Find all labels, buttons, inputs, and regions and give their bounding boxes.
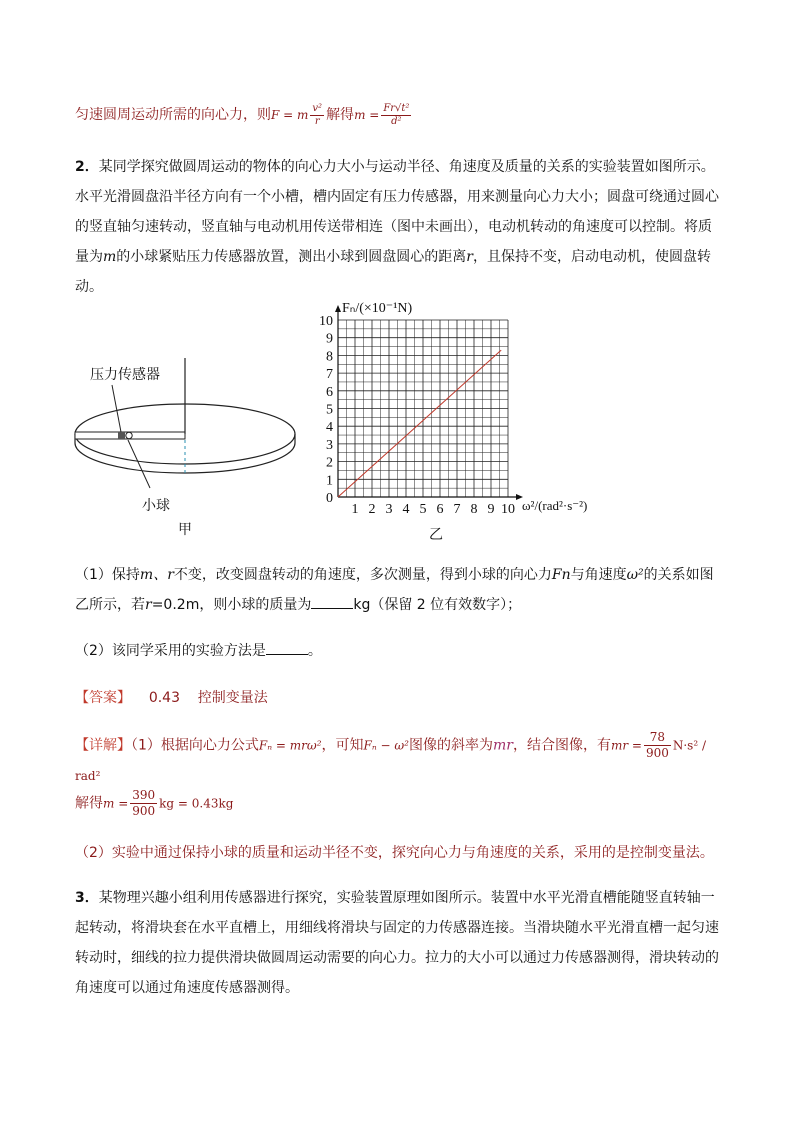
eq1-eq: = m <box>279 108 309 122</box>
detail-t4: ，结合图像，有 <box>512 737 611 754</box>
y-tick-label: 9 <box>326 331 333 347</box>
detail-f4-rest: kg = 0.43kg <box>159 796 234 811</box>
detail-t2: ，可知 <box>321 737 364 754</box>
answer-blank-1[interactable] <box>311 592 353 609</box>
sub1-t3: 的关系如图乙所示，若 <box>75 567 714 613</box>
caption-yi: 乙 <box>429 527 443 543</box>
q2-stem-p2: 的小球紧贴压力传感器放置，测出小球到圆盘圆心的距离 <box>116 249 467 265</box>
x-tick-label: 3 <box>385 502 393 517</box>
pressure-sensor <box>118 432 125 439</box>
eq2-num: Fr√t² <box>383 102 410 114</box>
y-tick-label: 7 <box>326 367 333 383</box>
y-tick-label: 2 <box>326 455 333 471</box>
detail-mr: mr <box>492 737 513 754</box>
detail-f3-den: 900 <box>645 746 669 760</box>
x-tick-label: 8 <box>470 502 478 517</box>
y-tick-label: 8 <box>326 349 333 365</box>
x-tick-label: 1 <box>351 502 359 517</box>
q2-m: m <box>103 249 117 265</box>
sub2-text: （2）该同学采用的实验方法是 <box>75 643 266 659</box>
x-tick-label: 4 <box>402 502 410 517</box>
detail-line-2 <box>75 788 723 819</box>
detail-f3-lhs: mr = <box>610 738 642 753</box>
q2-number: 2． <box>75 159 99 175</box>
chart-xlabel: ω²/(rad²·s⁻²) <box>522 498 588 513</box>
answer-v1: 0.43 <box>148 690 180 706</box>
label-sensor: 压力传感器 <box>90 367 160 383</box>
q2-stem-p1: 某同学探究做圆周运动的物体的向心力大小与运动半径、角速度及质量的关系的实验装置如图所示。水平光滑圆盘沿半径方向有一个小槽，槽内固定有压力传感器，用来测量向心力大小；圆盘可绕通过圆心的竖直轴匀速转动，竖直轴与电动机用传送带相连（图中未画出），电动机转动的角速度可以控制。将质量为 <box>75 159 719 265</box>
small-ball <box>126 432 132 438</box>
sub2-end: 。 <box>307 643 322 659</box>
sub1-t5: kg（保留 2 位有效数字）； <box>353 597 522 613</box>
x-tick-label: 5 <box>419 502 427 517</box>
detail-f4-den: 900 <box>132 804 156 818</box>
q2-sub1 <box>75 560 723 620</box>
chart-grid <box>338 320 508 497</box>
y-tick-label: 6 <box>326 384 333 400</box>
x-tick-label: 10 <box>501 502 515 517</box>
y-tick-label: 1 <box>326 473 333 489</box>
chart-ticks <box>319 314 515 517</box>
detail-f3-unit: N·s² / rad² <box>75 738 706 783</box>
sensor-leader <box>112 385 121 432</box>
answer-blank-2[interactable] <box>266 638 308 655</box>
answer-line <box>75 683 723 713</box>
q3-number: 3． <box>75 890 99 906</box>
detail-line-3: （2）实验中通过保持小球的质量和运动半径不变，探究向心力与角速度的关系，采用的是控制变量法。 <box>75 845 714 861</box>
detail-f2: Fₙ − ω² <box>363 738 409 753</box>
answer-label: 【答案】 <box>75 690 131 706</box>
ball-leader <box>128 440 150 488</box>
detail-f4-num: 390 <box>132 788 156 802</box>
y-tick-label: 10 <box>319 314 333 329</box>
x-tick-label: 7 <box>453 502 461 517</box>
detail-f3-frac <box>644 730 671 761</box>
y-tick-label: 4 <box>326 420 333 436</box>
sub1-num: （1）保持 <box>75 567 140 583</box>
q2-sub2 <box>75 636 723 666</box>
detail-t3: 图像的斜率为 <box>408 737 493 754</box>
eq1-den: r <box>314 115 320 127</box>
series-line <box>338 350 501 497</box>
eq1-frac <box>310 103 324 128</box>
eq2-lhs: m = <box>354 108 380 122</box>
detail-label: 【详解】 <box>75 737 131 754</box>
x-tick-label: 2 <box>368 502 376 517</box>
intro-line <box>75 100 723 130</box>
figure-yi-chart <box>305 295 615 545</box>
detail-f3-num: 78 <box>644 730 671 746</box>
q2-r: r <box>466 249 473 265</box>
detail-f4-frac <box>130 788 157 819</box>
chart-series <box>338 350 501 497</box>
q3-stem <box>75 883 723 1003</box>
detail-f4-lhs: m = <box>103 796 129 811</box>
chart-axes <box>335 305 523 500</box>
y-tick-label: 0 <box>326 491 333 506</box>
answer-v2: 控制变量法 <box>197 690 268 706</box>
y-axis-arrow <box>335 305 341 312</box>
figure-jia <box>70 350 310 540</box>
eq2-frac <box>381 103 411 128</box>
sub1-t1: 不变，改变圆盘转动的角速度，多次测量，得到小球的向心力 <box>173 567 552 583</box>
sub1-vars: m、r <box>139 567 174 583</box>
sub1-t4: =0.2m，则小球的质量为 <box>151 597 312 613</box>
sub1-Fn: Fn <box>551 567 571 583</box>
q3-text: 某物理兴趣小组利用传感器进行探究，实验装置原理如图所示。装置中水平光滑直槽能随竖直转轴一起转动，将滑块套在水平直槽上，用细线将滑块与固定的力传感器连接。当滑块随水平光滑直槽一起匀速转动时，细线的拉力提供滑块做圆周运动需要的向心力。拉力的大小可以通过力传感器测得，滑块转动的角速度可以通过角速度传感器测得。 <box>75 890 719 996</box>
x-tick-label: 6 <box>436 502 444 517</box>
sub1-t2: 与角速度 <box>570 567 627 583</box>
detail-t1: （1）根据向心力公式 <box>131 737 259 754</box>
eq1-lhs: F <box>271 108 280 122</box>
detail-line-1 <box>75 730 723 791</box>
label-ball: 小球 <box>142 498 170 514</box>
q2-stem <box>75 152 723 302</box>
y-tick-label: 5 <box>326 402 333 418</box>
detail-f1: Fₙ = mrω² <box>258 738 322 753</box>
sub1-r: r <box>145 597 152 613</box>
caption-jia: 甲 <box>178 522 192 538</box>
x-tick-label: 9 <box>487 502 495 517</box>
eq1-num: v² <box>312 102 323 114</box>
eq2-den: d² <box>391 115 402 127</box>
intro-text: 匀速圆周运动所需的向心力，则 <box>75 107 271 123</box>
intro-mid: 解得 <box>326 107 355 123</box>
sub1-w2: ω² <box>626 567 644 583</box>
q2-stem-p3: ，且保持不变，启动电动机，使圆盘转动。 <box>75 249 711 295</box>
detail-line2-t: 解得 <box>75 795 103 812</box>
chart-ylabel: Fₙ/(×10⁻¹N) <box>342 301 413 316</box>
y-tick-label: 3 <box>326 437 333 453</box>
